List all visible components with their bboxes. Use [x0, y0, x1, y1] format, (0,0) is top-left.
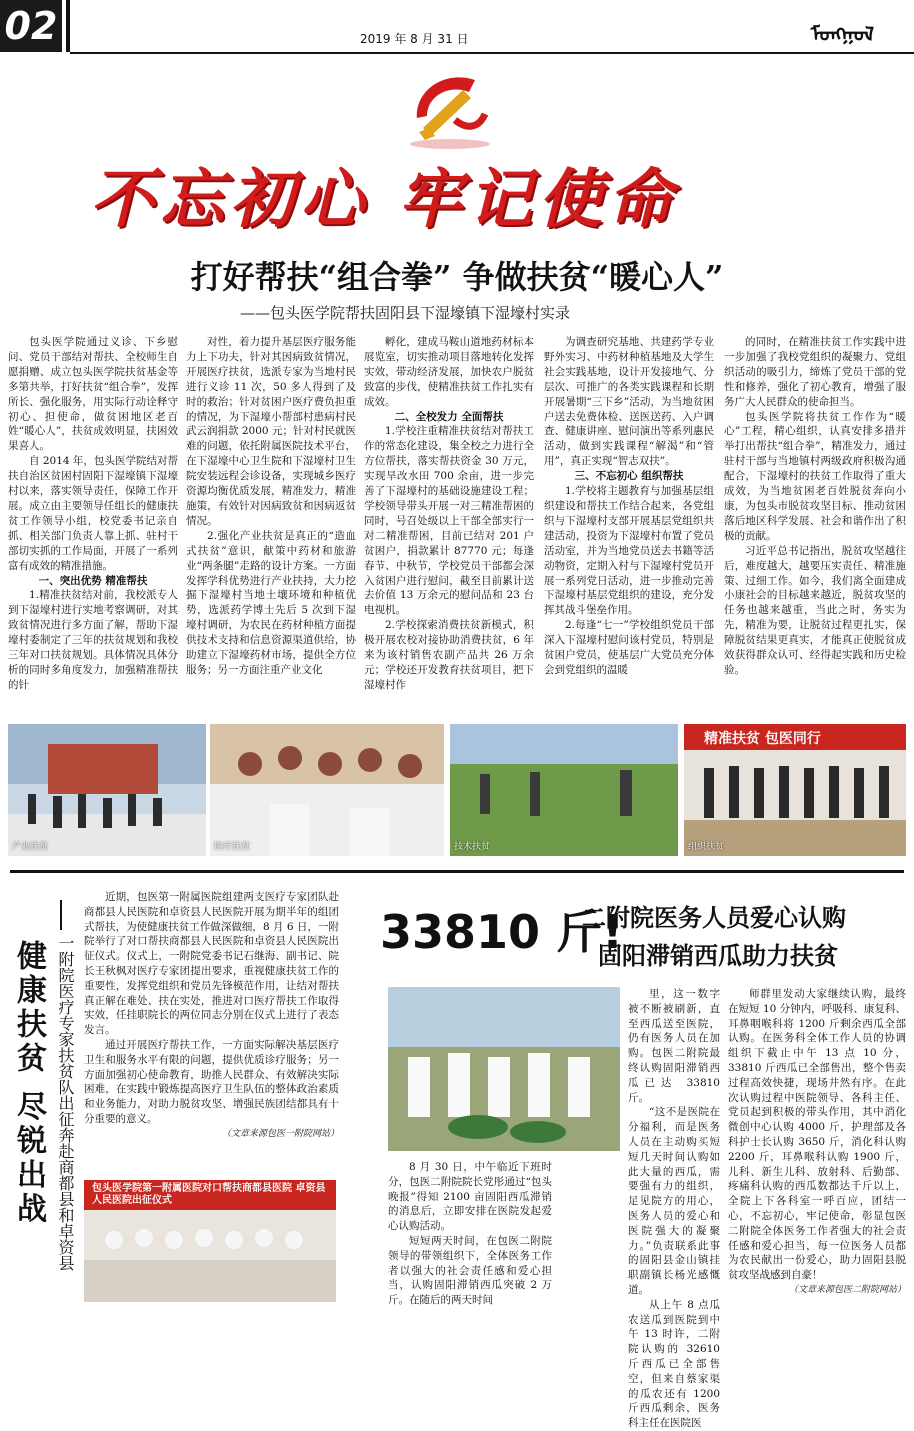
- article3-column-right: [728, 987, 906, 1298]
- header-rule: [66, 0, 70, 52]
- page-number: 02: [0, 0, 62, 52]
- article3-paragraph: 师群里发动大家继续认购，最终在短短 10 分钟内，呼吸科、康复科、耳鼻咽喉科将 1200 斤剩余西瓜全部认购。在医务科全体工作人员的协调组织下截止中午 13 点 10 分，33810 斤西瓜已全部售出，整个售卖过程高效快捷，现场井然有序。在此次认购过程中医院领导、各科主任、党员起到积极的带头作用，其中消化微创中心认购 4000 斤，护理部及各科护士长认购 3650 斤，消化科认购 2200 斤，耳鼻喉科认购 1900 斤，儿科、新生儿科、放射科、后勤部、疼痛科认购的西瓜数都达千斤以上，全院上下各科室一呼百应，团结一心，不忘初心，牢记使命，彰显包医二附院全体医务工作者强大的社会责任感和爱心担当，每一位医务人员都为农民献出一份爱心，助力固阳县脱贫攻坚战感到自豪！: [728, 988, 906, 1282]
- photo-industry-aid: [8, 724, 206, 856]
- photo-watermelon-purchase: [388, 987, 620, 1151]
- article1-column-3: [364, 335, 534, 710]
- article3-title-line-2: 固阳滞销西瓜助力扶贫: [598, 941, 838, 970]
- article3-paragraph: 8 月 30 日，中午临近下班时分，包医二附院院长党彤通过“包头晚报”得知 2100 亩固阳西瓜滞销的消息后，立即安排在医院发起爱心认购活动。: [388, 1161, 552, 1233]
- photo-banner-text: 包头医学院第一附属医院对口帮扶商都县医院 卓资县人民医院出征仪式: [92, 1183, 326, 1206]
- article3-paragraph: 从上午 8 点瓜农送瓜到医院到中午 13 时许，二附院认购的 32610 斤西瓜已全部售空，但来自蔡家渠的瓜农还有 1200 斤西瓜剩余，医务科主任在医院医: [628, 1298, 720, 1430]
- photo-caption: 组织扶贫: [688, 842, 725, 852]
- article1-column-2: [186, 335, 356, 710]
- main-subheadline: ——包头医学院帮扶固阳县下湿壕镇下湿壕村实录: [240, 304, 571, 322]
- watermelon-total: 33810 斤!: [380, 905, 624, 959]
- article-paragraph: 2.强化产业扶贫是真正的“造血式扶贫”意识，献策中药材和旅游业“两条腿”走路的设计方案。一方面发挥学科优势进行产业扶持，大力挖掘下湿壕村当地土壤环境和种植优势，选派药学博士先后 5 次到下湿壕村调研，为农民在药材种植方面提供技术支持和信息资源渠道供给，协助建立下湿壕药材市场，提供全方位服务；另一方面注重产业文化: [186, 529, 356, 676]
- section-heading: 一、突出优势 精准帮扶: [38, 574, 148, 587]
- photo-caption: 医疗扶贫: [214, 842, 251, 852]
- article-paragraph: 对性，着力提升基层医疗服务能力上下功夫，针对其因病致贫情况，开展医疗扶贫，选派专家为当地村民进行义诊 11 次，50 多人得到了及时的救治；针对贫困户医疗费负担重的情况，为下湿壕小帮部村患病村民武云润捐款 2000 元；针对村民就医难的问题，依托附属医院技术平台，在下湿壕中心卫生院和下湿壕村卫生院安装远程会诊设备，实现城乡医疗资源均衡优质发展，精准发力，精准施策，有效针对因病致贫和因病返贫情况。: [186, 336, 356, 527]
- article3-paragraph: 短短两天时间，在包医二附院领导的带领组织下，全体医务工作者以强大的社会责任感和爱心担当，认购固阳滞销西瓜突破 2 万斤。在随后的两天时间: [388, 1234, 552, 1307]
- article-paragraph: 1.学校将主题教育与加强基层组织建设和帮扶工作结合起来，各党组织与下湿壕村支部开展基层党组织共建活动，投资为下湿壕村布置了党员活动室，并为当地党员送去书籍等活动物资，定期入村与下湿壕村党员开展一系列党日活动，进一步推动完善下湿壕村基层党组织的建设，充分发挥其战斗堡垒作用。: [544, 485, 714, 617]
- article1-column-4: [544, 335, 714, 710]
- photo-departure-ceremony: [84, 1180, 336, 1302]
- article3-paragraph: 里，这一数字被不断被刷新，直至西瓜送至医院，仍有医务人员在加购。包医二附院最终认购固阳滞销西瓜已达 33810 斤。: [628, 988, 720, 1104]
- article-paragraph: 的同时，在精准扶贫工作实践中进一步加强了我校党组织的凝聚力、党组织活动的吸引力，缔炼了党员干部的党性和修养，强化了初心教育，增强了服务广大人民群众的使命担当。: [724, 336, 906, 408]
- article-paragraph: 包头医学院将扶贫工作作为“暖心”工程，精心组织，认真安排多措并举打出帮扶“组合拳”，精准发力，通过驻村干部与当地镇村两级政府积极沟通配合，下湿壕村的扶贫工作取得了重大成效，为当地贫困老百姓脱贫奔向小康，为包头市脱贫攻坚目标、推动贫困落后地区科学发展、社会和谐作出了积极的贡献。: [724, 410, 906, 542]
- photo-banner-text: 精准扶贫 包医同行: [704, 731, 821, 747]
- article3-source: （文章来源包医二附院网站）: [788, 1284, 906, 1295]
- photo-caption: 产业扶贫: [12, 842, 49, 852]
- article3-column-beside-photo: [628, 987, 720, 1431]
- article-paragraph: 2.学校探索消费扶贫新模式，积极开展农校对接协助消费扶贫，6 年来为该村销售农副产品共 26 万余元；学校还开发教育扶贫项目，把下湿壕村作: [364, 619, 534, 691]
- photo-organization-aid: [684, 724, 906, 856]
- article-paragraph: 包头医学院通过义诊、下乡慰问、党员干部结对帮扶、全校师生自愿捐赠、成立包头医学院扶贫基金等多第共举，打好扶贫“组合拳”，发挥所长、强化服务，用实际行动诠释守初心、担使命，做贫困地区老百姓“暖心人”，扶贫成效明显，扶困效果喜人。: [8, 336, 178, 453]
- article-paragraph: 为调查研究基地、共建药学专业野外实习、中药材种植基地及大学生社会实践基地，设计开发接地气、分层次、可推广的各类实践课程和长期开展暑期“三下乡”活动，为当地贫困户送去免费体检、送医送药、入户调查、健康讲座、慰问演出等系列惠民活动，做到实践课程“解渴”和“管用”，真正实现“智志双扶”。: [544, 336, 714, 468]
- article2-source: （文章来源包医一附院网站）: [221, 1128, 339, 1139]
- issue-date: 2019 年 8 月 31 日: [360, 32, 469, 46]
- photo-medical-aid: [210, 724, 444, 856]
- article1-column-1: [8, 335, 178, 710]
- article2-subtitle-rule: [60, 900, 62, 930]
- photo-caption: 技术扶贫: [454, 842, 491, 852]
- article-paragraph: 自 2014 年，包头医学院结对帮扶自治区贫困村固阳下湿壕镇下湿壕村以来，落实领导责任，保障工作开展。成立由主要领导任组长的健康扶贫工作领导小组，校党委书记亲自抓、相关部门负责人靠上抓、驻村干部切实抓的工作局面，开展了一系列富有成效的精准措施。: [8, 455, 178, 572]
- mongolian-masthead: ᠮᠣᠩᠭᠣᠯ: [810, 22, 874, 46]
- article3-title-line-1: 二附院医务人员爱心认购: [582, 903, 846, 932]
- main-headline: 打好帮扶“组合拳” 争做扶贫“暖心人”: [190, 258, 724, 296]
- article-paragraph: 1.精准扶贫结对前，我校派专人到下湿壕村进行实地考察调研，对其致贫情况进行多方面了解，帮助下湿壕村委制定了三年的扶贫规划和我校三年对口扶贫规划。具体情况具体分析的同时多角度发力，加强精准帮扶的针: [8, 589, 178, 691]
- photo-technical-aid: [450, 724, 678, 856]
- article3-column-1: [388, 1160, 552, 1308]
- article-paragraph: 习近平总书记指出，脱贫攻坚越往后，难度越大，越要压实责任、精准施策、过细工作。如今，我们离全面建成小康社会的目标越来越近，脱贫攻坚的任务也越来越重，当此之时，务实为先，精准为要，让脱贫过程更扎实，保障脱贫结果更真实，才能真正使脱贫成效获得群众认可、经得起实践和历史检验。: [724, 544, 906, 676]
- header-divider: [70, 52, 914, 54]
- party-emblem-icon: [405, 70, 495, 150]
- article-paragraph: 2.每逢“七一”学校组织党员干部深入下湿壕村慰问该村党员，特别是贫困户党员，使基层广大党员充分体会到党组织的温暖: [544, 619, 714, 676]
- section-heading: 三、不忘初心 组织帮扶: [574, 470, 684, 483]
- section-divider: [10, 870, 904, 873]
- section-heading: 二、全校发力 全面帮扶: [394, 410, 504, 423]
- article2-subtitle: 一附院医疗专家扶贫队出征奔赴商都县和卓资县: [56, 935, 75, 1271]
- article-paragraph: 1.学校注重精准扶贫结对帮扶工作的常态化建设，集全校之力进行全方位帮扶，落实帮扶资金 30 万元，实现旱改水田 700 余亩，进一步完善了下湿壕村的基础设施建设工程；学校领导带头开展一对三精准帮困的同时，号召处级以上干部全部实行一对二精准帮困，目前已结对 201 户贫困户，捐款累计 87770 元；每逢春节、中秋节，学校党员干部都会深入贫困户进行慰问，截至目前累计送去价值 13 万余元的慰问品和 23 台电视机。: [364, 425, 534, 617]
- article2-body: [84, 890, 339, 1142]
- article2-paragraph: 通过开展医疗帮扶工作，一方面实际解决基层医疗卫生和服务水平有限的问题，提供优质诊疗服务；另一方面加强初心使命教育，助推人民群众、有效解决实际困难，在实践中锻炼提高医疗卫生队伍的整体政治素质和业务能力，对助力脱贫攻坚、增强民族团结都具有十分重要的意义。: [84, 1038, 339, 1125]
- article-paragraph: 孵化，建成马鞍山道地药材标本展览室，切实推动项目落地转化发挥实效，带动经济发展，加快农户脱贫致富的步伐，使精准扶贫工作扎实有成效。: [364, 336, 534, 408]
- slogan: 不忘初心 牢记使命: [90, 162, 679, 237]
- article2-title: 健康扶贫 尽锐出战: [11, 940, 46, 1227]
- article2-paragraph: 近期，包医第一附属医院组建两支医疗专家团队赴商都县人民医院和卓资县人民医院开展为期半年的组团式帮扶，为使健康扶贫工作做深做细，8 月 6 日，一附院举行了对口帮扶商都县人民医院和卓资县人民医院出征仪式。仪式上，一附院党委书记石继海、副书记、院长王秋枫对医疗专家团提出要求，重视健康扶贫工作的重要性，发挥党组织和党员先锋模范作用，让结对帮扶真正解在难处、扶在实处，推进对口医疗帮扶工作取得实效，任挂职院长的两位同志分别在仪式上进行了表态发言。: [84, 891, 339, 1037]
- article3-paragraph: “这不是医院在分福利，而是医务人员在主动购买短短几天时间认购如此大量的西瓜，需要强有力的组织，足见院方的用心，医务人员的爱心和医院强大的凝聚力。”负责联系此事的固阳县金山镇挂职副镇长杨光感慨道。: [628, 1106, 720, 1296]
- article1-column-5: [724, 335, 906, 710]
